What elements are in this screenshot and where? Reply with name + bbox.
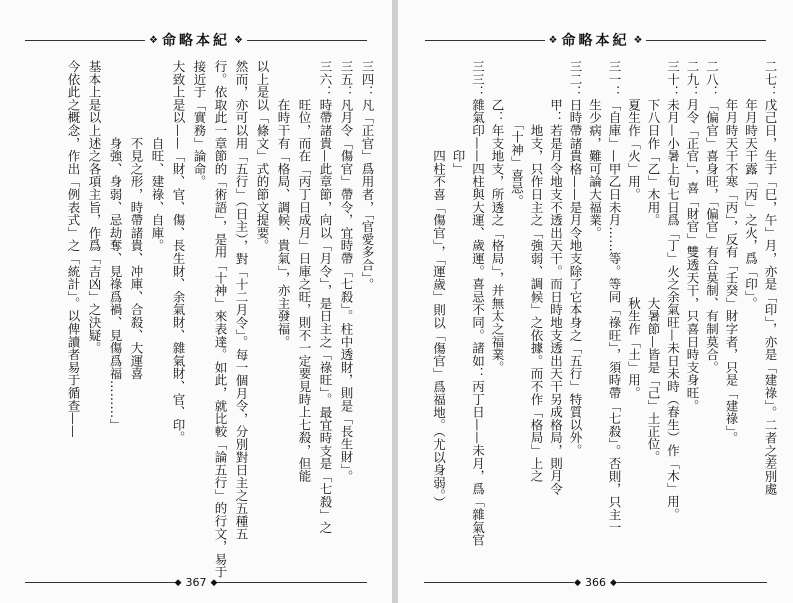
header-rule (247, 40, 367, 41)
text-column: 身強、身弱、忌劫奪、見祿爲禍、見傷爲福………」 (108, 60, 123, 432)
text-column: 三三：雜氣印——四柱與大運、歲運。喜忌不同。諸如：丙丁日——未月，爲「雜氣官 (470, 60, 486, 547)
left-header (0, 30, 392, 50)
text-column: 自旺、建祿、自庫。 (150, 60, 165, 252)
text-column: 地支，只作日主之「強弱、調候」之依據。而不作「格局」上之 (529, 60, 544, 483)
text-column: 二七：戊己日，生于「巳，午」月，亦是「印」，亦是「建祿」。二者之差別處 (763, 60, 778, 496)
ornament-icon: ❖ (548, 34, 558, 46)
ornament-icon: ❖ (149, 34, 158, 46)
text-column: 三十：未月—小暑上旬七日爲「丁」火之余氣旺—未日未時（春生）作「木」用。 (665, 60, 681, 521)
text-column: 今依此之概念，作出「例表式」之「統計」。以俾讀者易于循查—— (66, 60, 81, 438)
text-column: 不見之形，時帶諸貴、冲庫、合殺、大運喜 (129, 60, 144, 380)
footer-rule (424, 582, 574, 583)
ornament-icon: ◆ (610, 577, 617, 588)
footer-rule (217, 582, 367, 583)
text-column: 然而，亦可以用「五行」（日主），對「十二月令」。每一個月令，分別對日主之五種五 (234, 60, 249, 541)
text-column: 旺位，而在「丙丁日成月」日庫之旺，則不一定要見時上七殺，但能 (297, 60, 312, 483)
text-column: 年月時天干露「丙」之火，爲「印」。 (743, 60, 759, 310)
header-rule (25, 40, 145, 41)
text-column: 接近于「實務」論命。 (192, 60, 207, 188)
text-column: 三六：時帶諸貴—此章節，向以「月令」，是日主之「祿旺」。最宜時支是「七殺」之 (318, 60, 333, 534)
left-footer (0, 576, 392, 589)
text-column: 下八日作「乙」木用。 大暑節—皆是「己」土正位。 (646, 60, 661, 464)
text-column: 四柱不喜「傷官」，「運歲」則以「傷官」爲福地。（尤以身弱。） (431, 60, 447, 509)
text-column: 生少病，難可論大福業。 (587, 60, 603, 240)
header-title: 命略本紀 (162, 33, 230, 49)
text-column: 以上是以「條文」式的節文提要。 (255, 60, 270, 252)
text-column: 三一：「自庫」—甲乙日未月……等。等同「祿旺」，須時帶「七殺」。否則，只主一 (607, 60, 622, 534)
text-column: 夏生作「火」用。 秋生作「土」用。 (626, 60, 642, 400)
text-column: 年月時天干不寒「丙」，反有「壬癸」財字者，只是「建祿」。 (724, 60, 739, 445)
right-footer (398, 576, 793, 589)
text-column: 三五：凡月令「傷官」帶令，宜時帶「七殺」。柱中透財，則是「長生財」。 (339, 60, 354, 483)
right-header (398, 30, 793, 50)
text-column: 印」 (451, 60, 466, 176)
header-title: 命略本紀 (561, 33, 630, 49)
ornament-icon: ◆ (574, 577, 581, 588)
ornament-icon: ❖ (633, 34, 643, 46)
header-rule (646, 40, 766, 41)
right-page (398, 0, 793, 603)
ornament-icon: ◆ (174, 577, 182, 588)
page-number: 367 (185, 576, 207, 589)
text-column: 二八：「偏官」喜身旺，「偏官」有合莫制、有制莫合。 (704, 60, 720, 374)
text-column: 三二：日時帶諸貴格——是月令地支除了它本身之「五行」特質以外。 (568, 60, 583, 457)
page-number: 366 (585, 576, 606, 589)
ornament-icon: ◆ (210, 577, 218, 588)
footer-rule (25, 582, 175, 583)
left-page (0, 0, 392, 603)
text-column: 乙：年支地支，所透之「格局」，并無太之福業。 (490, 60, 505, 374)
text-column: 三四：凡「正官」爲用者，「官愛多合」。 (360, 60, 375, 291)
text-column: 行。依取此一章節的「術語」，是用「十神」來表達。如此，就比較「論五行」的行文，易于 (213, 60, 228, 579)
text-column: 二九：月令「正官」，喜「財官」雙透天干，只喜日時支身旺。 (685, 60, 700, 413)
header-rule (425, 40, 545, 41)
text-column: 「十神」喜忌。 (509, 60, 525, 208)
footer-rule (617, 582, 767, 583)
text-column: 基本上是以上述之各項主旨，作爲「吉凶」之決疑。 (87, 60, 102, 355)
text-column: 在時干有「格局、調候、貴氣」，亦主發福。 (276, 60, 291, 349)
text-column: 甲：若是月令地支不透出天干。而日時地支透出天干另成格局，則月令 (548, 60, 564, 496)
text-column: 大致上是以——「財、官、傷、長生財、余氣財、雜氣財、官、印。 (171, 60, 186, 444)
ornament-icon: ❖ (234, 34, 243, 46)
